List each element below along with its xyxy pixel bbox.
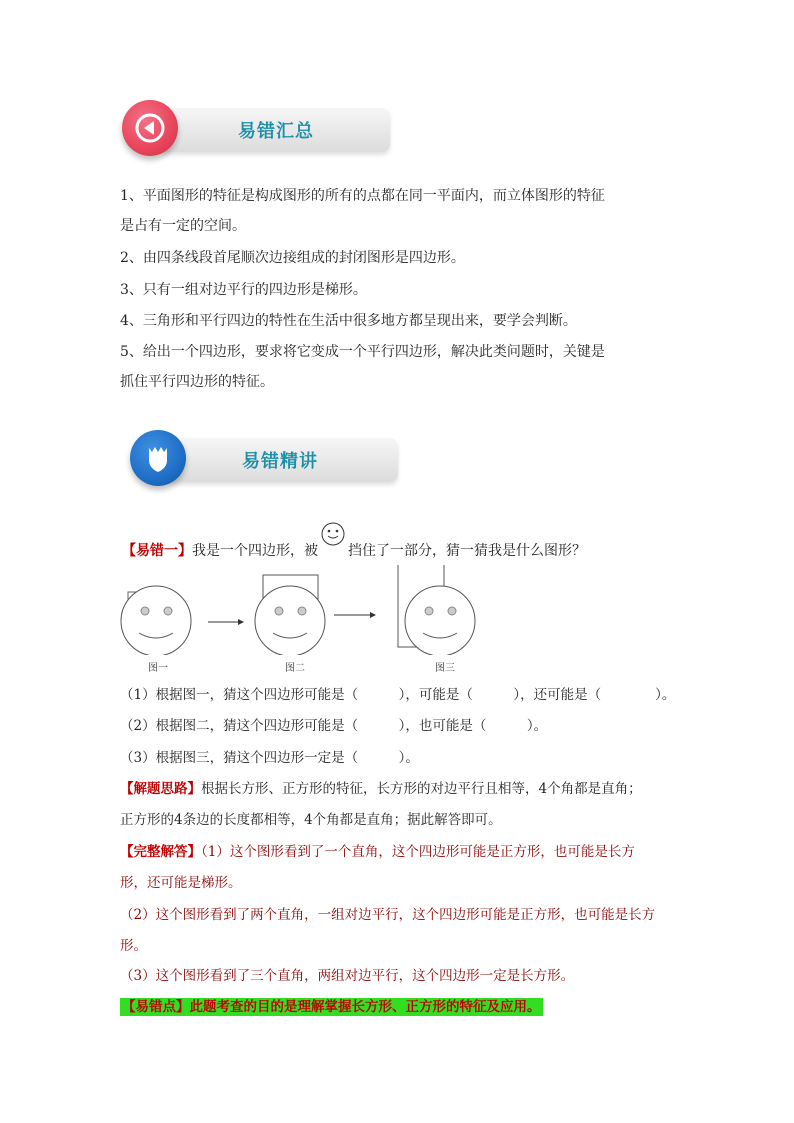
summary-line-1: 1、平面图形的特征是构成图形的所有的点都在同一平面内，而立体图形的特征 — [120, 188, 605, 204]
question-1: （1）根据图一，猜这个四边形可能是（ ），可能是（ ），还可能是（ ）。 — [120, 687, 676, 703]
problem-tag: 【易错一】 — [122, 543, 192, 559]
figure-3-caption: 图三 — [435, 663, 455, 674]
problem-text-before: 我是一个四边形，被 — [192, 543, 318, 559]
summary-line-6: 5、给出一个四边形，要求将它变成一个平行四边形，解决此类问题时，关键是 — [120, 344, 605, 360]
figure-1-caption: 图一 — [148, 663, 168, 674]
problem-text-after: 挡住了一部分，猜一猜我是什么图形？ — [348, 543, 586, 559]
section-banner-explain — [130, 430, 402, 490]
section-title: 易错精讲 — [242, 451, 318, 472]
answer-line-3: （2）这个图形看到了两个直角，一组对边平行，这个四边形可能是正方形，也可能是长方 — [120, 907, 656, 923]
summary-line-4: 3、只有一组对边平行的四边形是梯形。 — [120, 282, 367, 298]
analysis-line-1 — [120, 779, 642, 799]
smiley-icon — [318, 535, 348, 555]
summary-line-2: 是占有一定的空间。 — [120, 218, 246, 234]
figure-1 — [121, 586, 191, 655]
answer-text-1: （1）这个图形看到了一个直角，这个四边形可能是正方形，也可能是长方 — [201, 844, 635, 860]
key-point — [120, 997, 543, 1017]
figure-3 — [398, 565, 475, 655]
problem-statement — [122, 535, 586, 561]
summary-line-3: 2、由四条线段首尾顺次边接组成的封闭图形是四边形。 — [120, 250, 465, 266]
figure-diagram — [0, 565, 794, 655]
analysis-line-2: 正方形的4条边的长度都相等，4个角都是直角；据此解答即可。 — [120, 812, 502, 828]
question-2: （2）根据图二，猜这个四边形可能是（ ），也可能是（ ）。 — [120, 718, 548, 734]
summary-line-5: 4、三角形和平行四边的特性在生活中很多地方都呈现出来，要学会判断。 — [120, 313, 577, 329]
answer-line-2: 形，还可能是梯形。 — [120, 875, 242, 891]
section-banner-summary — [122, 100, 392, 160]
back-arrow-icon — [122, 100, 178, 156]
analysis-text-1: 根据长方形、正方形的特征，长方形的对边平行且相等，4个角都是直角； — [201, 781, 642, 797]
answer-line-4: 形。 — [120, 938, 147, 954]
question-3: （3）根据图三，猜这个四边形一定是（ ）。 — [120, 750, 419, 766]
key-point-text: 【易错点】此题考查的目的是理解掌握长方形、正方形的特征及应用。 — [122, 999, 541, 1015]
figure-2-caption: 图二 — [285, 663, 305, 674]
shield-icon — [130, 430, 186, 486]
summary-line-7: 抓住平行四边形的特征。 — [120, 374, 274, 390]
answer-line-5: （3）这个图形看到了三个直角，两组对边平行，这个四边形一定是长方形。 — [120, 968, 575, 984]
right-arrow-icon — [208, 619, 244, 625]
answer-line-1 — [120, 842, 635, 862]
analysis-tag: 【解题思路】 — [120, 781, 201, 797]
right-arrow-icon — [334, 612, 376, 618]
answer-tag: 【完整解答】 — [120, 844, 201, 860]
figure-2 — [255, 575, 325, 655]
section-title: 易错汇总 — [238, 121, 314, 142]
